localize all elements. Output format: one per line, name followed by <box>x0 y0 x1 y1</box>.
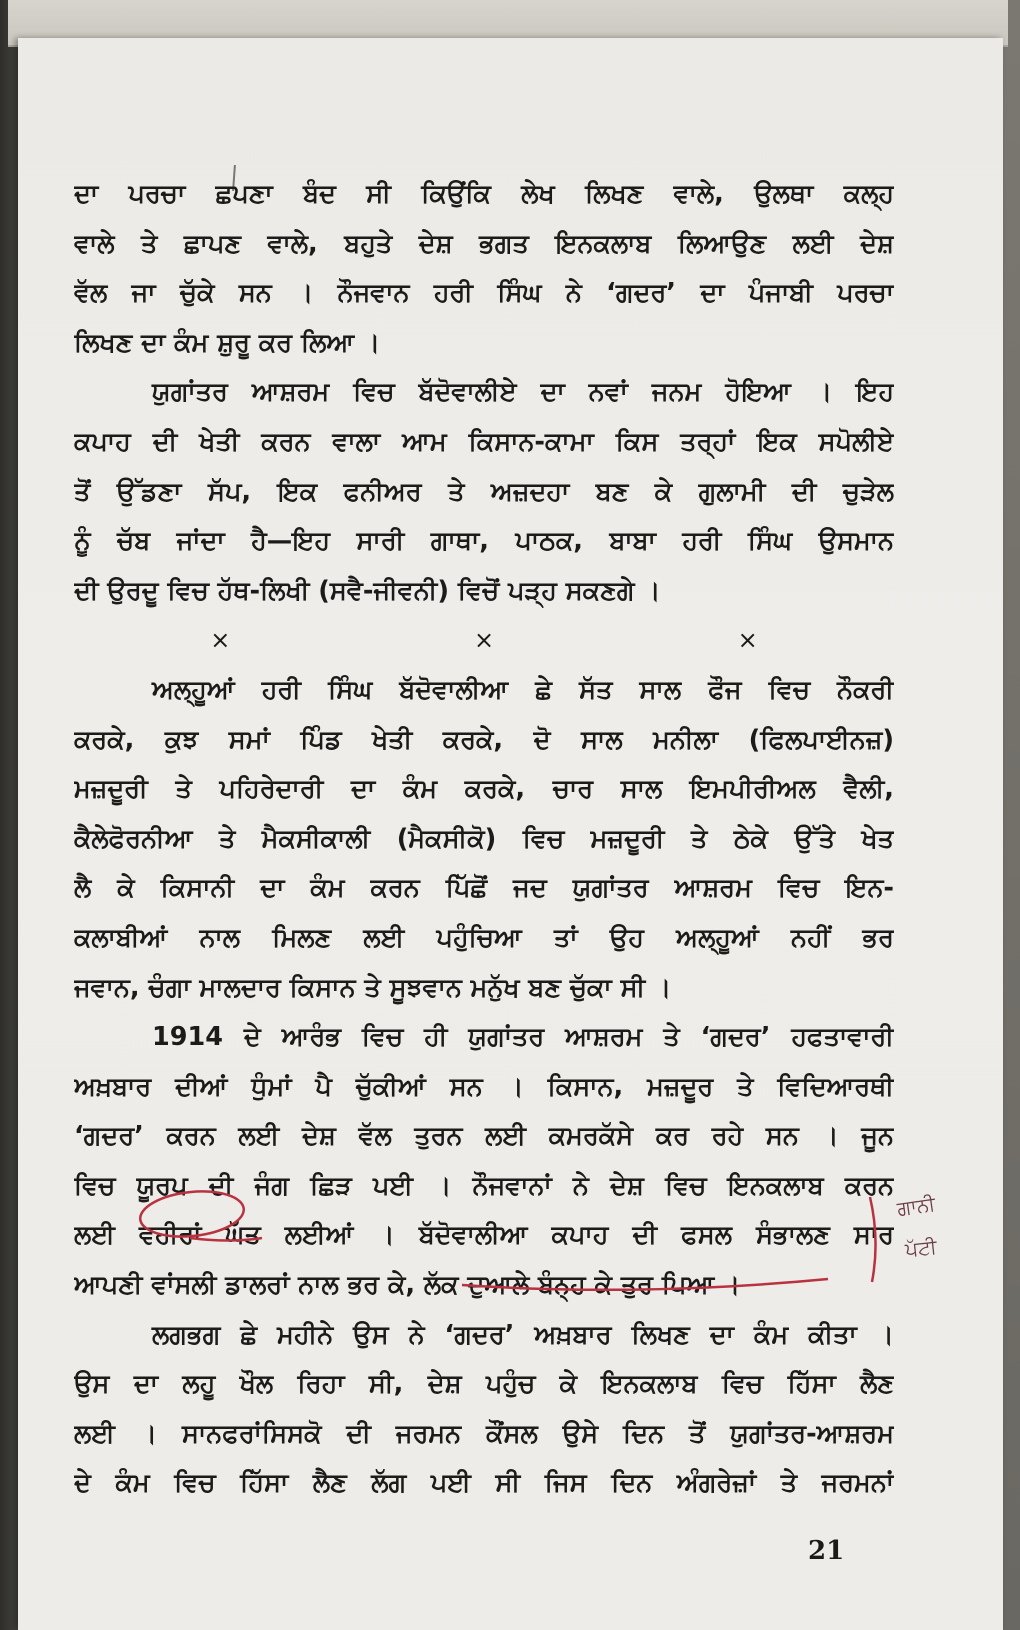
margin-note: ਗਾਨੀ <box>895 1191 937 1221</box>
book-page <box>18 38 1003 1630</box>
text-line: ਤੋਂ ਉੱਡਣਾ ਸੱਪ, ਇਕ ਫਨੀਅਰ ਤੇ ਅਜ਼ਦਹਾ ਬਣ ਕੇ ਗੁਲਾਮੀ ਦੀ ਚੁੜੇਲ <box>74 476 894 507</box>
text-line: ਆਪਣੀ ਵਾਂਸਲੀ ਡਾਲਰਾਂ ਨਾਲ ਭਰ ਕੇ, ਲੱਕ ਦੁਆਲੇ ਬੰਨ੍ਹ ਕੇ ਤੁਰ ਪਿਆ । <box>74 1270 741 1301</box>
paragraph-start-line: ਯੁਗਾਂਤਰ ਆਸ਼ਰਮ ਵਿਚ ਬੱਦੋਵਾਲੀਏ ਦਾ ਨਵਾਂ ਜਨਮ ਹੋਇਆ । ਇਹ <box>152 377 894 408</box>
margin-note: ਪੱਟੀ <box>903 1234 938 1262</box>
paragraph-start-line: ਅਲ੍ਹੂਆਂ ਹਰੀ ਸਿੰਘ ਬੱਦੋਵਾਲੀਆ ਛੇ ਸੱਤ ਸਾਲ ਫੌਜ ਵਿਚ ਨੌਕਰੀ <box>152 674 894 705</box>
text-line: ਲੈ ਕੇ ਕਿਸਾਨੀ ਦਾ ਕੰਮ ਕਰਨ ਪਿੱਛੋਂ ਜਦ ਯੁਗਾਂਤਰ ਆਸ਼ਰਮ ਵਿਚ ਇਨ- <box>74 873 894 904</box>
page-number: 21 <box>808 1536 845 1566</box>
text-line: ਲਈ । ਸਾਨਫਰਾਂਸਿਸਕੋ ਦੀ ਜਰਮਨ ਕੌਂਸਲ ਉਸੇ ਦਿਨ ਤੋਂ ਯੁਗਾਂਤਰ-ਆਸ਼ਰਮ <box>74 1418 894 1449</box>
text-line: ਅਖ਼ਬਾਰ ਦੀਆਂ ਧੁੰਮਾਂ ਪੈ ਚੁੱਕੀਆਂ ਸਨ । ਕਿਸਾਨ, ਮਜ਼ਦੂਰ ਤੇ ਵਿਦਿਆਰਥੀ <box>74 1071 894 1102</box>
text-line: ‘ਗਦਰ’ ਕਰਨ ਲਈ ਦੇਸ਼ ਵੱਲ ਤੁਰਨ ਲਈ ਕਮਰਕੱਸੇ ਕਰ ਰਹੇ ਸਨ । ਜੂਨ <box>74 1121 894 1152</box>
text-line: ਕਰਕੇ, ਕੁਝ ਸਮਾਂ ਪਿੰਡ ਖੇਤੀ ਕਰਕੇ, ਦੋ ਸਾਲ ਮਨੀਲਾ (ਫਿਲਪਾਈਨਜ਼) <box>74 724 894 755</box>
text-line: ਦਾ ਪਰਚਾ ਛਪਣਾ ਬੰਦ ਸੀ ਕਿਉਂਕਿ ਲੇਖ ਲਿਖਣ ਵਾਲੇ, ਉਲਥਾ ਕਲ੍ਹ <box>74 179 894 209</box>
paragraph-start-line: ਲਗਭਗ ਛੇ ਮਹੀਨੇ ਉਸ ਨੇ ‘ਗਦਰ’ ਅਖ਼ਬਾਰ ਲਿਖਣ ਦਾ ਕੰਮ ਕੀਤਾ । <box>152 1319 894 1350</box>
section-separator: × × × <box>210 626 876 655</box>
text-line: ਵਿਚ ਯੂਰਪ ਦੀ ਜੰਗ ਛਿੜ ਪਈ । ਨੌਜਵਾਨਾਂ ਨੇ ਦੇਸ਼ ਵਿਚ ਇਨਕਲਾਬ ਕਰਨ <box>74 1170 894 1201</box>
text-line: ਦੀ ਉਰਦੂ ਵਿਚ ਹੱਥ-ਲਿਖੀ (ਸਵੈ-ਜੀਵਨੀ) ਵਿਚੋਂ ਪੜ੍ਹ ਸਕਣਗੇ । <box>74 575 661 606</box>
text-line: ਕਪਾਹ ਦੀ ਖੇਤੀ ਕਰਨ ਵਾਲਾ ਆਮ ਕਿਸਾਨ-ਕਾਮਾ ਕਿਸ ਤਰ੍ਹਾਂ ਇਕ ਸਪੋਲੀਏ <box>74 426 894 457</box>
text-line: ਉਸ ਦਾ ਲਹੂ ਖੌਲ ਰਿਹਾ ਸੀ, ਦੇਸ਼ ਪਹੁੰਚ ਕੇ ਇਨਕਲਾਬ ਵਿਚ ਹਿੱਸਾ ਲੈਣ <box>74 1369 894 1400</box>
paragraph-start-line: 1914 ਦੇ ਆਰੰਭ ਵਿਚ ਹੀ ਯੁਗਾਂਤਰ ਆਸ਼ਰਮ ਤੇ ‘ਗਦਰ’ ਹਫਤਾਵਾਰੀ <box>152 1022 894 1053</box>
text-line: ਕਲਾਬੀਆਂ ਨਾਲ ਮਿਲਣ ਲਈ ਪਹੁੰਚਿਆ ਤਾਂ ਉਹ ਅਲ੍ਹੂਆਂ ਨਹੀਂ ਭਰ <box>74 922 894 953</box>
text-line: ਲਿਖਣ ਦਾ ਕੰਮ ਸ਼ੁਰੂ ਕਰ ਲਿਆ । <box>74 327 381 358</box>
text-line: ਮਜ਼ਦੂਰੀ ਤੇ ਪਹਿਰੇਦਾਰੀ ਦਾ ਕੰਮ ਕਰਕੇ, ਚਾਰ ਸਾਲ ਇਮਪੀਰੀਅਲ ਵੈਲੀ, <box>74 774 894 805</box>
text-line: ਲਈ ਵਹੀਰਾਂ ਘੱਤ ਲਈਆਂ । ਬੱਦੋਵਾਲੀਆ ਕਪਾਹ ਦੀ ਫਸਲ ਸੰਭਾਲਣ ਸਾਰ <box>74 1220 894 1251</box>
text-line: ਜਵਾਨ, ਚੰਗਾ ਮਾਲਦਾਰ ਕਿਸਾਨ ਤੇ ਸੂਝਵਾਨ ਮਨੁੱਖ ਬਣ ਚੁੱਕਾ ਸੀ । <box>74 972 672 1003</box>
text-line: ਨੂੰ ਚੱਬ ਜਾਂਦਾ ਹੈ—ਇਹ ਸਾਰੀ ਗਾਥਾ, ਪਾਠਕ, ਬਾਬਾ ਹਰੀ ਸਿੰਘ ਉਸਮਾਨ <box>74 526 894 557</box>
text-line: ਵੱਲ ਜਾ ਚੁੱਕੇ ਸਨ । ਨੌਜਵਾਨ ਹਰੀ ਸਿੰਘ ਨੇ ‘ਗਦਰ’ ਦਾ ਪੰਜਾਬੀ ਪਰਚਾ <box>74 278 894 309</box>
text-line: ਕੈਲੇਫੋਰਨੀਆ ਤੇ ਮੈਕਸੀਕਾਲੀ (ਮੈਕਸੀਕੋ) ਵਿਚ ਮਜ਼ਦੂਰੀ ਤੇ ਠੇਕੇ ਉੱਤੇ ਖੇਤ <box>74 823 894 854</box>
text-line: ਵਾਲੇ ਤੇ ਛਾਪਣ ਵਾਲੇ, ਬਹੁਤੇ ਦੇਸ਼ ਭਗਤ ਇਨਕਲਾਬ ਲਿਆਉਣ ਲਈ ਦੇਸ਼ <box>74 228 894 259</box>
text-line: ਦੇ ਕੰਮ ਵਿਚ ਹਿੱਸਾ ਲੈਣ ਲੱਗ ਪਈ ਸੀ ਜਿਸ ਦਿਨ ਅੰਗਰੇਜ਼ਾਂ ਤੇ ਜਰਮਨਾਂ <box>74 1468 894 1499</box>
body-text <box>74 170 894 1509</box>
